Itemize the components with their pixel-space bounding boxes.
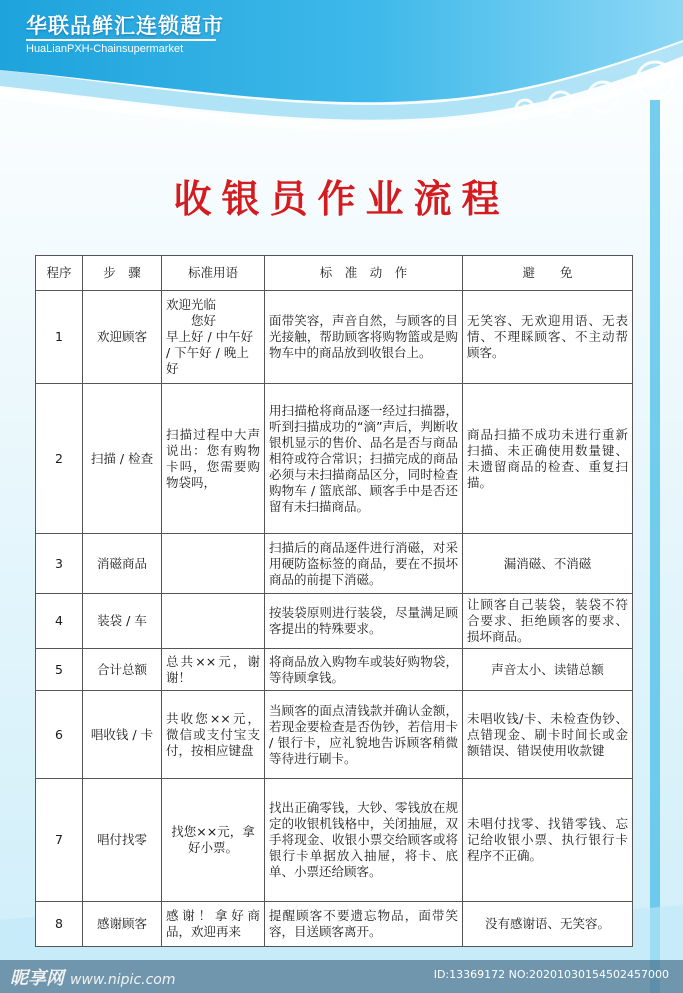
- row-step: 唱收钱 / 卡: [83, 691, 162, 779]
- table-row: [36, 902, 633, 947]
- header-seq: 程序: [36, 256, 83, 291]
- header-avoid: 避 免: [463, 256, 633, 291]
- row-avoid: 没有感谢语、无笑容。: [463, 902, 633, 947]
- watermark-site: 昵享网: [10, 968, 64, 989]
- row-action: 当顾客的面点清钱款并确认金额，若现金要检查是否伪钞，若信用卡 / 银行卡，应礼貌地告诉顾客稍微等待进行刷卡。: [265, 691, 463, 779]
- row-phrase: 感谢！拿好商品，欢迎再来: [162, 902, 265, 947]
- row-action: 扫描后的商品逐件进行消磁，对采用硬防盗标签的商品，要在不损坏商品的前提下消磁。: [265, 534, 463, 594]
- watermark-id: ID:13369172 NO:20201030154502457000: [433, 968, 669, 981]
- table-row: [36, 779, 633, 902]
- row-no: 3: [36, 534, 83, 594]
- row-no: 2: [36, 384, 83, 534]
- row-no: 5: [36, 649, 83, 691]
- table-row: [36, 691, 633, 779]
- row-step: 欢迎顾客: [83, 291, 162, 384]
- row-avoid: 无笑容、无欢迎用语、无表情、不理睬顾客、不主动帮顾客。: [463, 291, 633, 384]
- table-row: [36, 384, 633, 534]
- brand-name-en: HuaLianPXH-Chainsupermarket: [26, 43, 184, 55]
- table-row: [36, 594, 633, 649]
- row-phrase: 欢迎光临 您好 早上好 / 中午好 / 下午好 / 晚上好: [162, 291, 265, 384]
- row-step: 唱付找零: [83, 779, 162, 902]
- table-row: [36, 534, 633, 594]
- row-step: 扫描 / 检查: [83, 384, 162, 534]
- brand-header: [26, 14, 224, 56]
- row-no: 6: [36, 691, 83, 779]
- row-action: 面带笑容，声音自然，与顾客的目光接触，帮助顾客将购物篮或是购物车中的商品放到收银台上。: [265, 291, 463, 384]
- row-phrase: 扫描过程中大声说出：您有购物卡吗，您需要购物袋吗，: [162, 384, 265, 534]
- row-avoid: 让顾客自己装袋，装袋不符合要求、拒绝顾客的要求、损坏商品。: [463, 594, 633, 649]
- table-header-row: [36, 256, 633, 291]
- row-avoid: 未唱付找零、找错零钱、忘记给收银小票、执行银行卡程序不正确。: [463, 779, 633, 902]
- brand-divider: [26, 39, 216, 41]
- row-phrase: 共收您××元，微信或支付宝支付，按相应键盘: [162, 691, 265, 779]
- row-no: 7: [36, 779, 83, 902]
- row-phrase: 找您××元，拿好小票。: [162, 779, 265, 902]
- process-table: [35, 255, 633, 947]
- row-step: 感谢顾客: [83, 902, 162, 947]
- row-phrase: [162, 534, 265, 594]
- header-action: 标 准 动 作: [265, 256, 463, 291]
- row-step: 合计总额: [83, 649, 162, 691]
- row-action: 按装袋原则进行装袋，尽量满足顾客提出的特殊要求。: [265, 594, 463, 649]
- brand-name-cn: 华联品鲜汇连锁超市: [26, 14, 224, 38]
- row-avoid: 声音太小、读错总额: [463, 649, 633, 691]
- row-avoid: 未唱收钱/卡、未检查伪钞、点错现金、刷卡时间长或金额错误、错误使用收款键: [463, 691, 633, 779]
- row-phrase: 总共××元，谢谢！: [162, 649, 265, 691]
- row-no: 8: [36, 902, 83, 947]
- watermark-url: www.nipic.com: [70, 972, 176, 988]
- row-action: 将商品放入购物车或装好购物袋，等待顾拿钱。: [265, 649, 463, 691]
- watermark-logo: [10, 964, 176, 990]
- table-row: [36, 649, 633, 691]
- row-phrase: [162, 594, 265, 649]
- row-no: 1: [36, 291, 83, 384]
- header-phrase: 标准用语: [162, 256, 265, 291]
- row-action: 用扫描枪将商品逐一经过扫描器，听到扫描成功的“滴”声后，判断收银机显示的售价、品名是否与商品相符或符合常识；扫描完成的商品必须与未扫描商品区分，同时检查购物车 / 篮底部、顾客手中是否还留有未扫描商品。: [265, 384, 463, 534]
- row-step: 消磁商品: [83, 534, 162, 594]
- header-step: 步 骤: [83, 256, 162, 291]
- row-step: 装袋 / 车: [83, 594, 162, 649]
- row-avoid: 商品扫描不成功未进行重新扫描、未正确使用数量键、未遗留商品的检查、重复扫描。: [463, 384, 633, 534]
- row-no: 4: [36, 594, 83, 649]
- table-row: [36, 291, 633, 384]
- page-title: 收银员作业流程: [173, 177, 510, 221]
- row-action: 找出正确零钱，大钞、零钱放在规定的收银机钱格中，关闭抽屉，双手将现金、收银小票交给顾客或将银行卡单据放入抽屉，将卡、底单、小票还给顾客。: [265, 779, 463, 902]
- row-action: 提醒顾客不要遗忘物品，面带笑容，目送顾客离开。: [265, 902, 463, 947]
- row-avoid: 漏消磁、不消磁: [463, 534, 633, 594]
